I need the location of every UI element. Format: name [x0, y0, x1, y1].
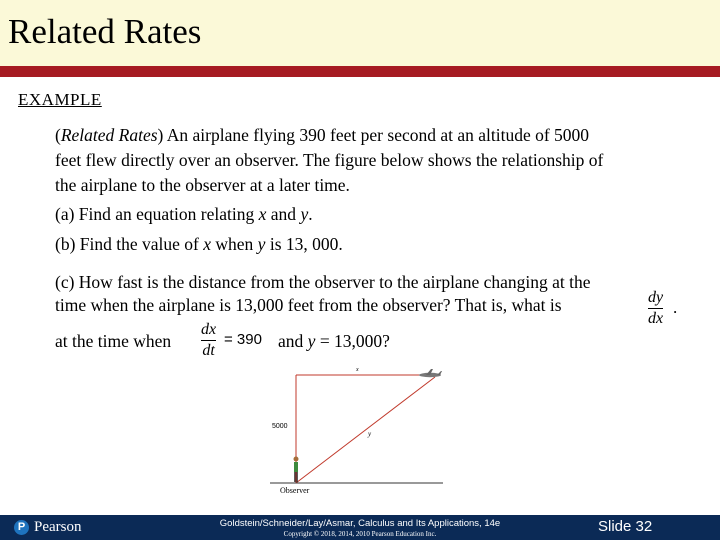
slide-number: Slide 32	[598, 518, 653, 535]
fraction-dx-dt	[201, 321, 216, 360]
part-c-end: = 13,000?	[315, 331, 390, 351]
footer-bar	[0, 515, 720, 540]
var-y: y	[300, 204, 309, 224]
fraction-bar	[201, 340, 216, 341]
fraction-denominator: dx	[648, 310, 664, 327]
fraction-denominator: dt	[202, 342, 215, 359]
fraction-numerator: dx	[201, 321, 217, 338]
title-band	[0, 0, 720, 66]
part-a-end: .	[308, 204, 313, 224]
part-b-end: is 13, 000.	[265, 234, 343, 254]
label-observer: Observer	[280, 486, 310, 495]
credit-line2: Copyright © 2018, 2014, 2010 Pearson Education Inc.	[283, 530, 437, 538]
problem-intro-line3: the airplane to the observer at a later time.	[55, 175, 350, 195]
fraction-bar	[648, 308, 663, 309]
intro-open: (	[55, 125, 61, 145]
part-c-line2: time when the airplane is 13,000 feet from the observer? That is, what is	[55, 295, 562, 315]
part-b-text: (b) Find the value of	[55, 234, 204, 254]
var-x: x	[203, 234, 212, 254]
airplane-icon	[419, 369, 442, 377]
label-x: x	[356, 367, 359, 373]
example-label: EXAMPLE	[18, 90, 102, 109]
var-y: y	[257, 234, 266, 254]
var-y: y	[307, 331, 316, 351]
label-altitude: 5000	[272, 423, 288, 430]
textbook-credit	[190, 518, 530, 540]
fraction-numerator: dy	[648, 289, 664, 306]
part-c-line3-pre: at the time when	[55, 331, 172, 351]
var-x: x	[258, 204, 267, 224]
period: .	[673, 298, 678, 317]
intro-italic: Related Rates	[60, 125, 158, 145]
distance-line	[296, 377, 435, 483]
part-b	[55, 233, 343, 257]
pearson-brand	[14, 519, 82, 536]
pearson-logo-icon: P	[14, 520, 29, 535]
credit-line1: Goldstein/Schneider/Lay/Asmar, Calculus and Its Applications, 14e	[219, 518, 501, 529]
part-c-line3-end	[278, 330, 390, 354]
problem-intro-line2: feet flew directly over an observer. The figure below shows the relationship of	[55, 150, 604, 170]
airplane-observer-figure	[260, 360, 460, 500]
rate-equals-390: = 390	[224, 331, 262, 348]
part-b-mid: when	[211, 234, 258, 254]
pearson-wordmark: Pearson	[34, 519, 82, 535]
part-a	[55, 203, 313, 227]
slide-title: Related Rates	[8, 12, 202, 51]
intro-rest: ) An airplane flying 390 feet per second at an altitude of 5000	[157, 125, 590, 145]
part-a-text: (a) Find an equation relating	[55, 204, 259, 224]
part-c-line1: (c) How fast is the distance from the observer to the airplane changing at the	[55, 272, 591, 292]
fraction-dy-dx	[648, 289, 663, 328]
problem-intro-line1	[55, 124, 589, 148]
label-y: y	[368, 430, 372, 438]
part-a-and: and	[266, 204, 301, 224]
title-rule	[0, 66, 720, 77]
part-c-and: and	[278, 331, 308, 351]
